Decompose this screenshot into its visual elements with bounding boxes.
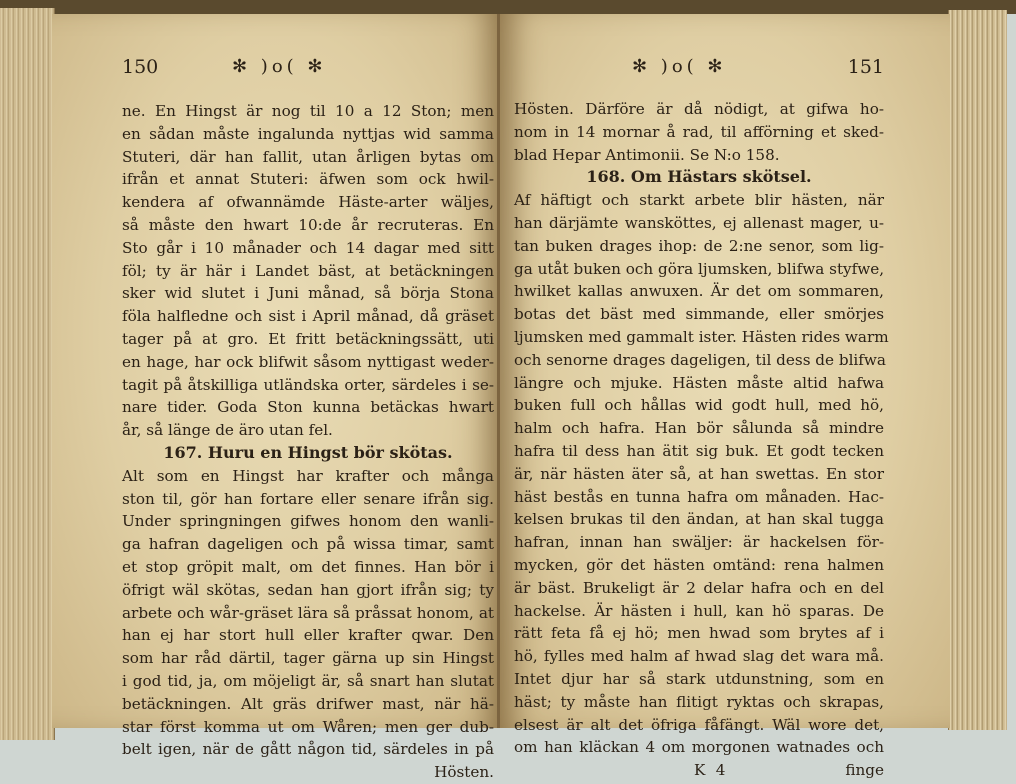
text-line: buken full och hållas wid godt hull, med hö, [514, 396, 884, 415]
right-page [500, 14, 950, 780]
text-line: hafra til dess han ätit sig buk. Et godt tecken [514, 441, 884, 460]
text-line: längre och mjuke. Hästen måste altid hafwa [514, 373, 884, 392]
text-line: hö, fylles med halm af hwad slag det wara må. [514, 647, 884, 666]
text-line: nare tider. Goda Ston kunna betäckas hwart [122, 398, 494, 417]
text-line: belt igen, när de gått någon tid, särdeles in på [122, 740, 494, 759]
text-line: han därjämte wansköttes, ej allenast mager, u- [514, 213, 884, 232]
text-line: Alt som en Hingst har krafter och många [122, 466, 494, 485]
text-line: ljumsken med gammalt ister. Hästen rides warm [514, 327, 889, 346]
left-page [52, 14, 500, 782]
text-line: nom in 14 mornar å rad, til afförning et sked- [514, 122, 884, 141]
text-line: kelsen brukas til den ändan, at han skal tugga [514, 510, 884, 529]
text-line: betäckningen. Alt gräs drifwer mast, när hä- [122, 694, 494, 713]
signature-mark: K 4 [694, 761, 726, 780]
right-page-header [514, 56, 884, 86]
page-edges-left [0, 8, 55, 740]
section-heading-168: 168. Om Hästars skötsel. [586, 167, 812, 187]
page-edges-right [948, 10, 1007, 730]
text-line: et stop gröpit malt, om det finnes. Han bör i [122, 557, 494, 576]
text-line: föl; ty är här i Landet bäst, at betäckningen [122, 261, 494, 280]
text-line: mycken, gör det hästen omtänd: rena halmen [514, 555, 884, 574]
text-line: sker wid slutet i Juni månad, så börja Stona [122, 284, 494, 303]
text-line: Hösten. Därföre är då nödigt, at gifwa ho- [514, 100, 884, 118]
text-line: så måste den hwart 10:de år recruteras. En [122, 215, 494, 234]
right-header-ornament: ✻ )o( ✻ [632, 56, 727, 77]
text-line: är, när hästen äter så, at han swettas. En stor [514, 464, 884, 483]
text-line: öfrigt wäl skötas, sedan han gjort ifrån sig; ty [122, 580, 494, 599]
text-line: elsest är alt det öfriga fåfängt. Wäl wore det, [514, 715, 884, 734]
text-line: i god tid, ja, om möjeligt är, så snart han slutat [122, 671, 494, 690]
text-line: tager på at gro. Et fritt betäckningssätt, uti [122, 329, 494, 348]
text-line: star först komma ut om Wåren; men ger dub- [122, 717, 494, 736]
text-line: botas det bäst med simmande, eller smörjes [514, 305, 884, 324]
text-line: ne. En Hingst är nog til 10 a 12 Ston; men [122, 102, 494, 120]
text-line: ga hafran dageligen och på wissa timar, samt [122, 535, 494, 554]
text-line: och senorne drages dageligen, til dess de blifwa [514, 350, 886, 369]
text-line: ifrån et annat Stuteri: äfwen som ock hwil- [122, 170, 494, 189]
text-line: häst; ty måste han flitigt ryktas och skrapas, [514, 692, 884, 711]
text-line: arbete och wår-gräset lära så pråssat honom, at [122, 603, 494, 622]
page-signature-line [514, 759, 884, 782]
book-cover-edge [0, 0, 1016, 14]
text-line: hafran, innan han swäljer: är hackelsen för- [514, 533, 884, 552]
text-line: tan buken drages ihop: de 2:ne senor, som lig- [514, 236, 884, 255]
text-line: Under springningen gifwes honom den wanli- [122, 512, 494, 531]
left-header-ornament: ✻ )o( ✻ [232, 56, 327, 77]
text-line: om han kläckan 4 om morgonen watnades och [514, 738, 884, 757]
text-line: tagit på åtskilliga utländska orter, särdeles i se- [122, 375, 494, 394]
text-line: ston til, gör han fortare eller senare ifrån sig. [122, 489, 494, 508]
left-page-header [122, 56, 492, 86]
catchword: finge [845, 761, 884, 780]
text-line: ga utåt buken och göra ljumsken, blifwa styfwe, [514, 259, 885, 278]
text-line: häst bestås en tunna hafra om månaden. Hac- [514, 487, 884, 506]
text-line: som har råd därtil, tager gärna up sin Hingst [122, 649, 494, 668]
text-line: kendera af ofwannämde Häste-arter wäljes, [122, 193, 494, 212]
right-page-text [514, 98, 889, 782]
text-line: en hage, har ock blifwit såsom nyttigast weder- [122, 352, 494, 371]
text-line: halm och hafra. Han bör sålunda så mindre [514, 419, 884, 438]
text-line: är bäst. Brukeligt är 2 delar hafra och en del [514, 578, 884, 597]
catchword: Hösten. [434, 763, 494, 782]
left-page-text [122, 100, 494, 784]
text-line: Intet djur har så stark utdunstning, som en [514, 669, 884, 688]
text-line: hwilket kallas anwuxen. Är det om sommaren, [514, 282, 884, 301]
text-line: rätt feta få ej hö; men hwad som brytes af i [514, 624, 884, 643]
text-line: hackelse. Är hästen i hull, kan hö sparas. De [514, 601, 884, 620]
text-line: blad Hepar Antimonii. Se N:o 158. [514, 145, 780, 164]
text-line: föla halfledne och sist i April månad, då gräset [122, 307, 494, 326]
right-page-number: 151 [847, 56, 884, 78]
text-line: år, så länge de äro utan fel. [122, 421, 333, 440]
text-line: han ej har stort hull eller krafter qwar. Den [122, 626, 494, 645]
text-line: Af häftigt och starkt arbete blir hästen, när [514, 191, 884, 210]
section-heading-167: 167. Huru en Hingst bör skötas. [163, 442, 453, 462]
text-line: Stuteri, där han fallit, utan årligen bytas om [122, 147, 494, 166]
text-line: en sådan måste ingalunda nyttjas wid samma [122, 124, 494, 143]
text-line: Sto går i 10 månader och 14 dagar med sitt [122, 238, 494, 257]
left-page-number: 150 [122, 56, 159, 78]
